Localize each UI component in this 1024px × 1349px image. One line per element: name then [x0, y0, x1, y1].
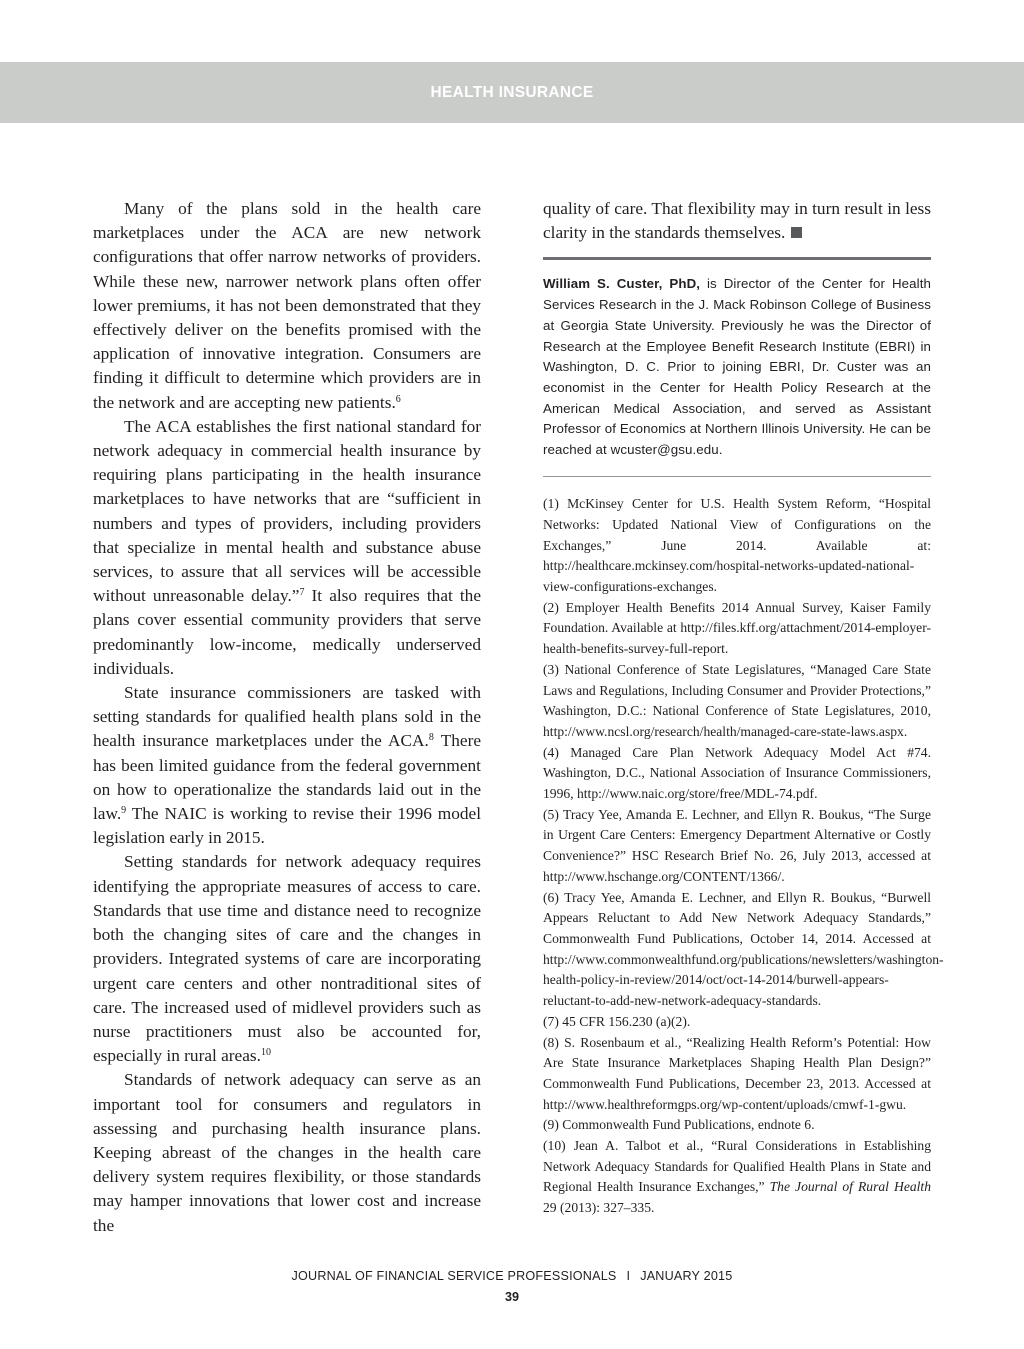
- reference-item: (5) Tracy Yee, Amanda E. Lechner, and Ellyn R. Boukus, “The Surge in Urgent Care Centers: Emergency Department Alternative or Costly Convenience?” HSC Research Brief No. 26, July 2013, accessed at http://www.hschange.org/CONTENT/1366/.: [543, 806, 931, 884]
- paragraph: [93, 1068, 481, 1237]
- paragraph-text: It also requires that the plans cover essential community providers that serve predominantly low-income, medically underserved individuals.: [93, 586, 481, 678]
- endnote-ref: 8: [428, 732, 434, 744]
- author-bio-text: is Director of the Center for Health Services Research in the J. Mack Robinson College of Business at Georgia State University. Previously he was the Director of Research at the Employee Benefit Research Institute (EBRI) in Washington, D. C. Prior to joining EBRI, Dr. Custer was an economist in the Center for Health Policy Research at the American Medical Association, and served as Assistant Professor of Economics at Northern Illinois University. He can be reached at wcuster@gsu.edu.: [543, 276, 931, 458]
- footer-separator: I: [626, 1269, 631, 1283]
- reference-text: (10) Jean A. Talbot et al., “Rural Considerations in Establishing Network Adequacy Standards for Qualified Health Plans in State and Regional Health Insurance Exchanges,”: [543, 1138, 931, 1195]
- right-column: [543, 197, 944, 1219]
- paragraph-text: quality of care. That flexibility may in turn result in less clarity in the standards themselves.: [543, 199, 931, 243]
- divider: [543, 257, 931, 260]
- endnote-ref: 10: [260, 1047, 271, 1059]
- left-column: [93, 197, 481, 1238]
- endnote-ref: 9: [121, 805, 127, 817]
- paragraph-text: State insurance commissioners are tasked with setting standards for qualified health plans sold in the health insurance marketplaces under the ACA.: [93, 683, 481, 751]
- reference-item: (7) 45 CFR 156.230 (a)(2).: [543, 1013, 691, 1029]
- author-name: William S. Custer, PhD,: [543, 276, 701, 292]
- paragraph: [93, 415, 481, 681]
- reference-text: 29 (2013): 327–335.: [543, 1200, 655, 1216]
- reference-item: (4) Managed Care Plan Network Adequacy Model Act #74. Washington, D.C., National Association of Insurance Commissioners, 1996, http://www.naic.org/store/free/MDL-74.pdf.: [543, 744, 931, 802]
- paragraph-text: The NAIC is working to revise their 1996 model legislation early in 2015.: [93, 804, 481, 848]
- paragraph-text: Setting standards for network adequacy requires identifying the appropriate measures of access to care. Standards that use time and distance need to recognize both the changing sites of care and the changes in providers. Integrated systems of care are incorporating urgent care centers and other nontraditional sites of care. The increased used of midlevel providers such as nurse practitioners must also be accounted for, especially in rural areas.: [93, 852, 481, 1066]
- paragraph: [93, 850, 481, 1068]
- reference-item: (2) Employer Health Benefits 2014 Annual Survey, Kaiser Family Foundation. Available at http://files.kff.org/attachment/2014-employer-health-benefits-survey-full-report.: [543, 599, 931, 657]
- page-number: 39: [504, 1290, 519, 1304]
- paragraph-text: Many of the plans sold in the health care marketplaces under the ACA are new network configurations that offer narrow networks of providers. While these new, narrower network plans often offer lower premiums, it has not been demonstrated that they effectively deliver on the benefits promised with the application of innovative integration. Consumers are finding it difficult to determine which providers are in the network and are accepting new patients.: [93, 199, 481, 412]
- paragraph: [93, 681, 481, 850]
- reference-item: (9) Commonwealth Fund Publications, endnote 6.: [543, 1117, 815, 1133]
- issue-date: JANUARY 2015: [640, 1269, 733, 1283]
- paragraph: [93, 197, 481, 415]
- author-bio: [543, 274, 931, 460]
- reference-item: [543, 1136, 931, 1219]
- journal-name: JOURNAL OF FINANCIAL SERVICE PROFESSIONALS: [291, 1269, 617, 1283]
- divider: [543, 476, 931, 478]
- page-footer: [0, 1269, 1024, 1283]
- section-header: [0, 62, 1024, 123]
- paragraph-text: Standards of network adequacy can serve as an important tool for consumers and regulators in assessing and purchasing health insurance plans. Keeping abreast of the changes in the health care delivery system requires flexibility, or those standards may hamper innovations that lower cost and increase the: [93, 1070, 481, 1235]
- reference-item: (8) S. Rosenbaum et al., “Realizing Health Reform’s Potential: How Are State Insurance Marketplaces Shaping Health Plan Design?” Commonwealth Fund Publications, December 23, 2013. Accessed at http://www.healthreformgps.org/wp-content/uploads/cmwf-1-gwu.: [543, 1034, 931, 1112]
- reference-item: (6) Tracy Yee, Amanda E. Lechner, and Ellyn R. Boukus, “Burwell Appears Reluctant to Add New Network Adequacy Standards,” Commonwealth Fund Publications, October 14, 2014. Accessed at http://www.commonwealthfund.org/publications/newsletters/washington-health-policy-in-review/2014/oct/oct-14-2014/burwell-appears-reluctant-to-add-new-network-adequacy-standards.: [543, 889, 944, 1009]
- paragraph: [543, 197, 931, 245]
- endnote-ref: 7: [299, 587, 305, 599]
- endnote-ref: 6: [395, 393, 401, 405]
- section-title: HEALTH INSURANCE: [430, 83, 594, 101]
- journal-title: The Journal of Rural Health: [769, 1179, 931, 1195]
- reference-item: (3) National Conference of State Legislatures, “Managed Care State Laws and Regulations, Including Consumer and Provider Protections,” Washington, D.C.: National Conference of State Legislatures, 2010, http://www.ncsl.org/research/health/managed-care-state-laws.aspx.: [543, 661, 931, 739]
- references-list: [543, 494, 944, 1219]
- end-of-article-mark: [791, 227, 802, 238]
- paragraph-text: There has been limited guidance from the federal government on how to operationalize the standards laid out in the law.: [93, 731, 481, 824]
- paragraph-text: The ACA establishes the first national standard for network adequacy in commercial health insurance by requiring plans participating in the health insurance marketplaces to have networks that are “sufficient in numbers and types of providers, including providers that specialize in mental health and substance abuse services, to assure that all services will be accessible without unreasonable delay.”: [93, 416, 481, 606]
- reference-item: (1) McKinsey Center for U.S. Health System Reform, “Hospital Networks: Updated National View of Configurations on the Exchanges,” June 2014. Available at: http://healthcare.mckinsey.com/hospital-networks-updated-national-view-configurations-exchanges.: [543, 496, 931, 595]
